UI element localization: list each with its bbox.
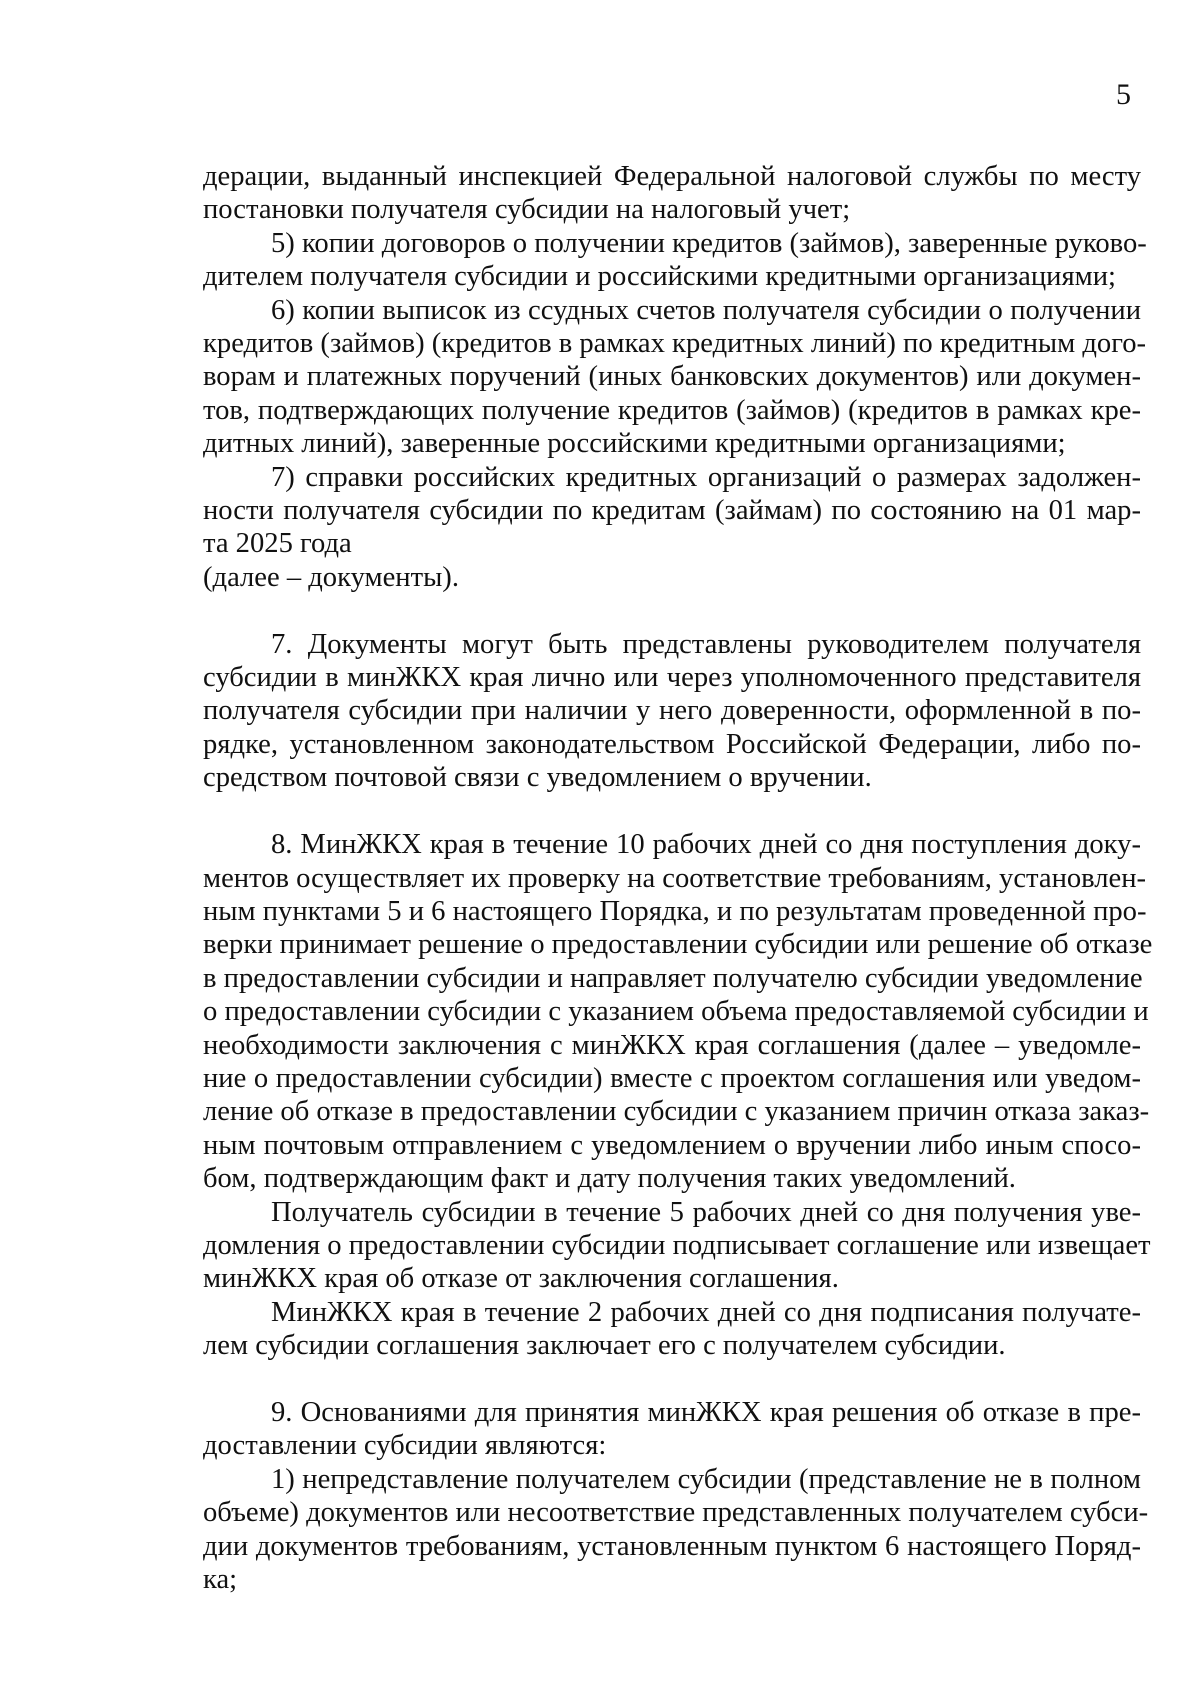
- paragraph: [203, 1396, 1141, 1463]
- text-line: о предоставлении субсидии с указанием объема предоставляемой субсидии и: [203, 996, 1149, 1028]
- paragraph: [203, 461, 1141, 561]
- text-line: минЖКХ края об отказе от заключения соглашения.: [203, 1263, 839, 1295]
- text-line: тов, подтверждающих получение кредитов (займов) (кредитов в рамках кре-: [203, 394, 1141, 426]
- text-line: 9. Основаниями для принятия минЖКХ края решения об отказе в пре-: [271, 1396, 1141, 1428]
- text-line: 8. МинЖКХ края в течение 10 рабочих дней со дня поступления доку-: [271, 829, 1141, 861]
- paragraph-gap: [203, 594, 1141, 627]
- text-line: Получатель субсидии в течение 5 рабочих дней со дня получения уве-: [271, 1196, 1141, 1228]
- text-line: 6) копии выписок из ссудных счетов получателя субсидии о получении: [271, 294, 1141, 326]
- text-line: средством почтовой связи с уведомлением о вручении.: [203, 762, 872, 794]
- text-line: объеме) документов или несоответствие представленных получателем субси-: [203, 1497, 1149, 1529]
- text-line: (далее – документы).: [203, 561, 459, 593]
- text-line: дитных линий), заверенные российскими кредитными организациями;: [203, 428, 1066, 460]
- paragraph: [203, 227, 1147, 294]
- text-line: 1) непредставление получателем субсидии (представление не в полном: [271, 1463, 1141, 1495]
- text-line: доставлении субсидии являются:: [203, 1430, 607, 1462]
- text-line: та 2025 года: [203, 528, 352, 560]
- text-line: 7) справки российских кредитных организаций о размерах задолжен-: [271, 461, 1141, 493]
- paragraph: [203, 294, 1147, 461]
- text-line: необходимости заключения с минЖКХ края соглашения (далее – уведомле-: [203, 1029, 1141, 1061]
- text-line: ворам и платежных поручений (иных банковских документов) или докумен-: [203, 361, 1141, 393]
- text-line: ным пунктами 5 и 6 настоящего Порядка, и по результатам проведенной про-: [203, 895, 1147, 927]
- text-line: кредитов (займов) (кредитов в рамках кредитных линий) по кредитным дого-: [203, 328, 1147, 360]
- paragraph-gap: [203, 1363, 1141, 1396]
- paragraph: [203, 160, 1141, 227]
- text-line: субсидии в минЖКХ края лично или через уполномоченного представителя: [203, 662, 1141, 694]
- paragraph: [203, 628, 1141, 795]
- paragraph: [203, 1296, 1141, 1363]
- text-line: лем субсидии соглашения заключает его с получателем субсидии.: [203, 1330, 1006, 1362]
- paragraph-gap: [203, 795, 1141, 828]
- text-line: 7. Документы могут быть представлены руководителем получателя: [271, 628, 1141, 660]
- text-line: ка;: [203, 1564, 238, 1596]
- text-line: домления о предоставлении субсидии подписывает соглашение или извещает: [203, 1229, 1151, 1261]
- page-number: 5: [1116, 78, 1131, 111]
- text-line: рядке, установленном законодательством Российской Федерации, либо по-: [203, 728, 1141, 760]
- text-line: получателя субсидии при наличии у него доверенности, оформленной в по-: [203, 695, 1141, 727]
- text-line: постановки получателя субсидии на налоговый учет;: [203, 194, 851, 226]
- paragraph: [203, 828, 1153, 1195]
- text-line: ным почтовым отправлением с уведомлением о вручении либо иным спосо-: [203, 1129, 1141, 1161]
- text-line: верки принимает решение о предоставлении субсидии или решение об отказе: [203, 929, 1153, 961]
- text-line: дерации, выданный инспекцией Федеральной налоговой службы по месту: [203, 161, 1141, 192]
- text-line: ние о предоставлении субсидии) вместе с проектом соглашения или уведом-: [203, 1062, 1141, 1094]
- paragraph: [203, 1463, 1149, 1597]
- text-line: ление об отказе в предоставлении субсидии с указанием причин отказа заказ-: [203, 1096, 1150, 1128]
- text-line: МинЖКХ края в течение 2 рабочих дней со дня подписания получате-: [271, 1296, 1141, 1328]
- text-line: ментов осуществляет их проверку на соответствие требованиям, установлен-: [203, 862, 1147, 894]
- text-line: ности получателя субсидии по кредитам (займам) по состоянию на 01 мар-: [203, 495, 1141, 527]
- text-line: в предоставлении субсидии и направляет получателю субсидии уведомление: [203, 962, 1143, 994]
- text-line: дии документов требованиям, установленным пунктом 6 настоящего Поряд-: [203, 1530, 1141, 1562]
- text-line: бом, подтверждающим факт и дату получения таких уведомлений.: [203, 1163, 1016, 1195]
- text-line: дителем получателя субсидии и российскими кредитными организациями;: [203, 261, 1116, 293]
- paragraph: [203, 1196, 1151, 1296]
- paragraph: [203, 561, 1141, 594]
- text-line: 5) копии договоров о получении кредитов (займов), заверенные руково-: [271, 227, 1147, 259]
- document-body: [203, 160, 1153, 1596]
